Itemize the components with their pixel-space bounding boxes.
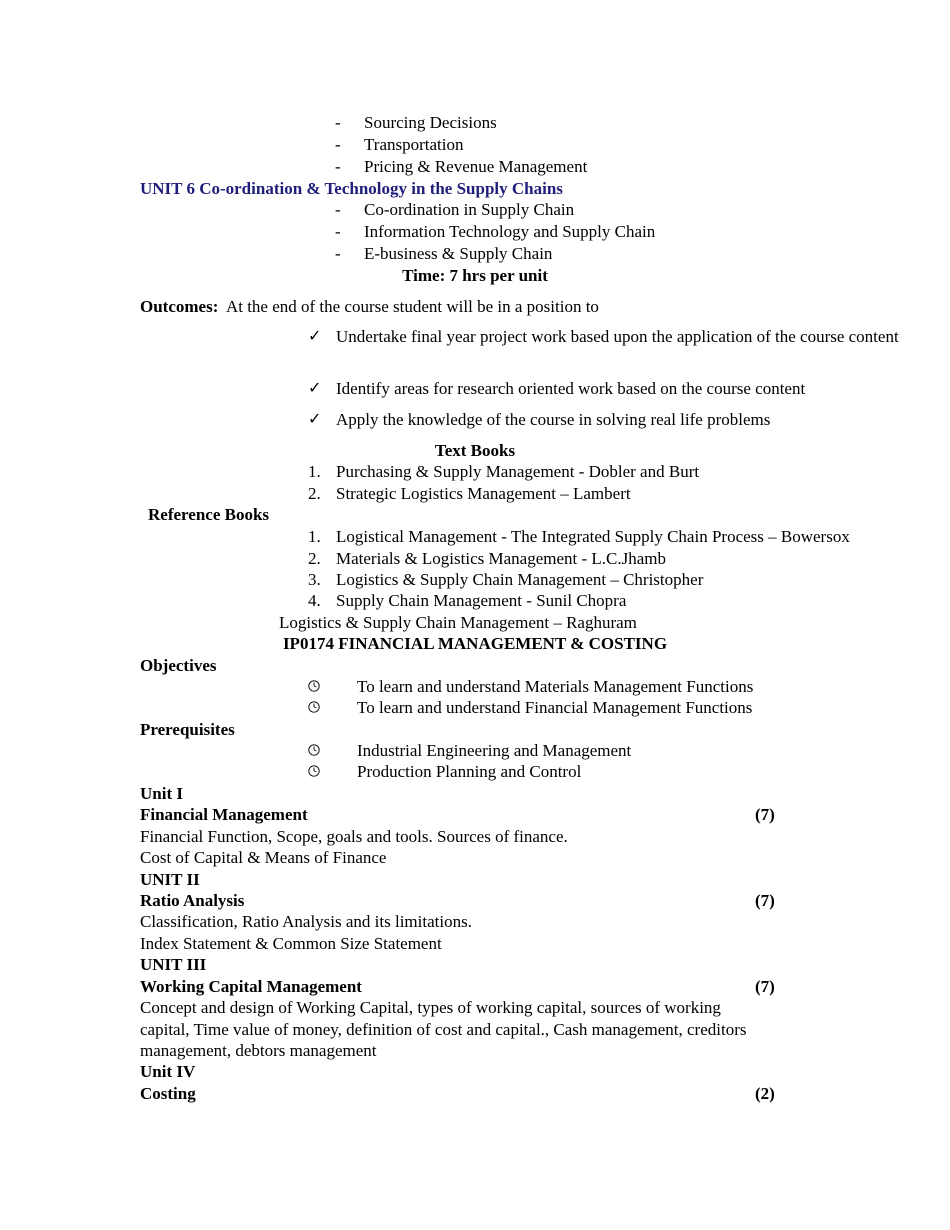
- unit-label: Unit IV: [140, 1062, 196, 1081]
- outcomes-line: [140, 296, 840, 318]
- list-item: [140, 221, 780, 243]
- text-books-heading: Text Books: [434, 441, 516, 460]
- list-item-text: Logistics & Supply Chain Management – Christopher: [336, 570, 704, 589]
- unit-title: Ratio Analysis: [140, 891, 245, 910]
- list-number: 4.: [308, 591, 321, 610]
- unit-title: Working Capital Management: [140, 977, 362, 996]
- checkmark-icon: ✓: [308, 411, 322, 428]
- list-item-text: To learn and understand Financial Management Functions: [357, 698, 753, 717]
- list-number: 1.: [308, 527, 321, 546]
- outcomes-label: Outcomes:: [140, 297, 219, 316]
- unit-title: Costing: [140, 1084, 196, 1103]
- unit-hours: (2): [755, 1084, 775, 1103]
- dash-bullet: -: [335, 113, 341, 132]
- prerequisite-item: [140, 761, 780, 783]
- list-item: [140, 134, 780, 156]
- outcome-text: Apply the knowledge of the course in solving real life problems: [336, 410, 771, 429]
- time-line: Time: 7 hrs per unit: [402, 266, 548, 285]
- dash-bullet: -: [335, 222, 341, 241]
- unit-hours: (7): [755, 977, 775, 996]
- clock-bullet-icon: [308, 701, 320, 713]
- list-item-text: To learn and understand Materials Management Functions: [357, 677, 754, 696]
- prerequisite-item: [140, 740, 780, 762]
- outcomes-intro: At the end of the course student will be in a position to: [225, 297, 599, 316]
- unit-title-row: [140, 804, 780, 826]
- reference-book-item: [140, 569, 780, 591]
- reference-books-heading: Reference Books: [148, 505, 270, 524]
- dash-bullet: -: [335, 135, 341, 154]
- list-item: [140, 243, 780, 265]
- list-item: [140, 156, 780, 178]
- list-item-text: Materials & Logistics Management - L.C.Jhamb: [336, 549, 667, 568]
- reference-book-item: [140, 548, 780, 570]
- checkmark-icon: ✓: [308, 380, 322, 397]
- list-item-text: Logistical Management - The Integrated Supply Chain Process – Bowersox: [336, 527, 850, 546]
- unit-hours: (7): [755, 891, 775, 910]
- list-number: 2.: [308, 484, 321, 503]
- list-number: 2.: [308, 549, 321, 568]
- list-item-text: Strategic Logistics Management – Lambert: [336, 484, 631, 503]
- list-item: [140, 112, 780, 134]
- unit-text: Cost of Capital & Means of Finance: [140, 848, 387, 867]
- outcome-item: [140, 378, 806, 400]
- list-item-text: Information Technology and Supply Chain: [364, 222, 656, 241]
- unit-text: management, debtors management: [140, 1041, 377, 1060]
- text-book-item: [140, 483, 780, 505]
- unit-title-row: [140, 1083, 780, 1105]
- dash-bullet: -: [335, 157, 341, 176]
- reference-book-item: [140, 590, 780, 612]
- unit-title-row: [140, 976, 780, 998]
- list-item-text: Sourcing Decisions: [364, 113, 497, 132]
- list-item-text: Transportation: [364, 135, 464, 154]
- list-item-text: Pricing & Revenue Management: [364, 157, 588, 176]
- list-item-text: Supply Chain Management - Sunil Chopra: [336, 591, 627, 610]
- outcome-item: [140, 326, 899, 370]
- unit-label: UNIT II: [140, 870, 200, 889]
- objectives-heading: Objectives: [140, 656, 217, 675]
- objective-item: [140, 697, 780, 719]
- unit-label: UNIT III: [140, 955, 207, 974]
- unit6-heading: UNIT 6 Co-ordination & Technology in the Supply Chains: [140, 179, 563, 198]
- outcome-item: [140, 409, 780, 431]
- unit-text: capital, Time value of money, definition of cost and capital., Cash management, creditors: [140, 1020, 747, 1039]
- objective-item: [140, 676, 780, 698]
- prerequisites-heading: Prerequisites: [140, 720, 235, 739]
- list-number: 3.: [308, 570, 321, 589]
- unit-text: Index Statement & Common Size Statement: [140, 934, 442, 953]
- list-item-text: Industrial Engineering and Management: [357, 741, 632, 760]
- clock-bullet-icon: [308, 765, 320, 777]
- checkmark-icon: ✓: [308, 328, 322, 345]
- dash-bullet: -: [335, 244, 341, 263]
- unit-text: Classification, Ratio Analysis and its limitations.: [140, 912, 472, 931]
- unit-label: Unit I: [140, 784, 183, 803]
- unit-title-row: [140, 890, 780, 912]
- course-title: IP0174 FINANCIAL MANAGEMENT & COSTING: [282, 634, 668, 653]
- outcome-text: Identify areas for research oriented work based on the course content: [336, 379, 806, 398]
- unit-hours: (7): [755, 805, 775, 824]
- text-book-item: [140, 461, 780, 483]
- list-item: [140, 199, 780, 221]
- dash-bullet: -: [335, 200, 341, 219]
- reference-book-item: [140, 526, 850, 548]
- reference-book-extra: Logistics & Supply Chain Management – Raghuram: [279, 613, 637, 632]
- unit-text: Concept and design of Working Capital, types of working capital, sources of working: [140, 998, 721, 1017]
- clock-bullet-icon: [308, 680, 320, 692]
- list-item-text: Production Planning and Control: [357, 762, 582, 781]
- list-item-text: E-business & Supply Chain: [364, 244, 553, 263]
- list-item-text: Purchasing & Supply Management - Dobler and Burt: [336, 462, 700, 481]
- clock-bullet-icon: [308, 744, 320, 756]
- unit-title: Financial Management: [140, 805, 308, 824]
- unit-text: Financial Function, Scope, goals and tools. Sources of finance.: [140, 827, 568, 846]
- list-number: 1.: [308, 462, 321, 481]
- outcome-text: Undertake final year project work based upon the application of the course content: [336, 327, 899, 346]
- list-item-text: Co-ordination in Supply Chain: [364, 200, 575, 219]
